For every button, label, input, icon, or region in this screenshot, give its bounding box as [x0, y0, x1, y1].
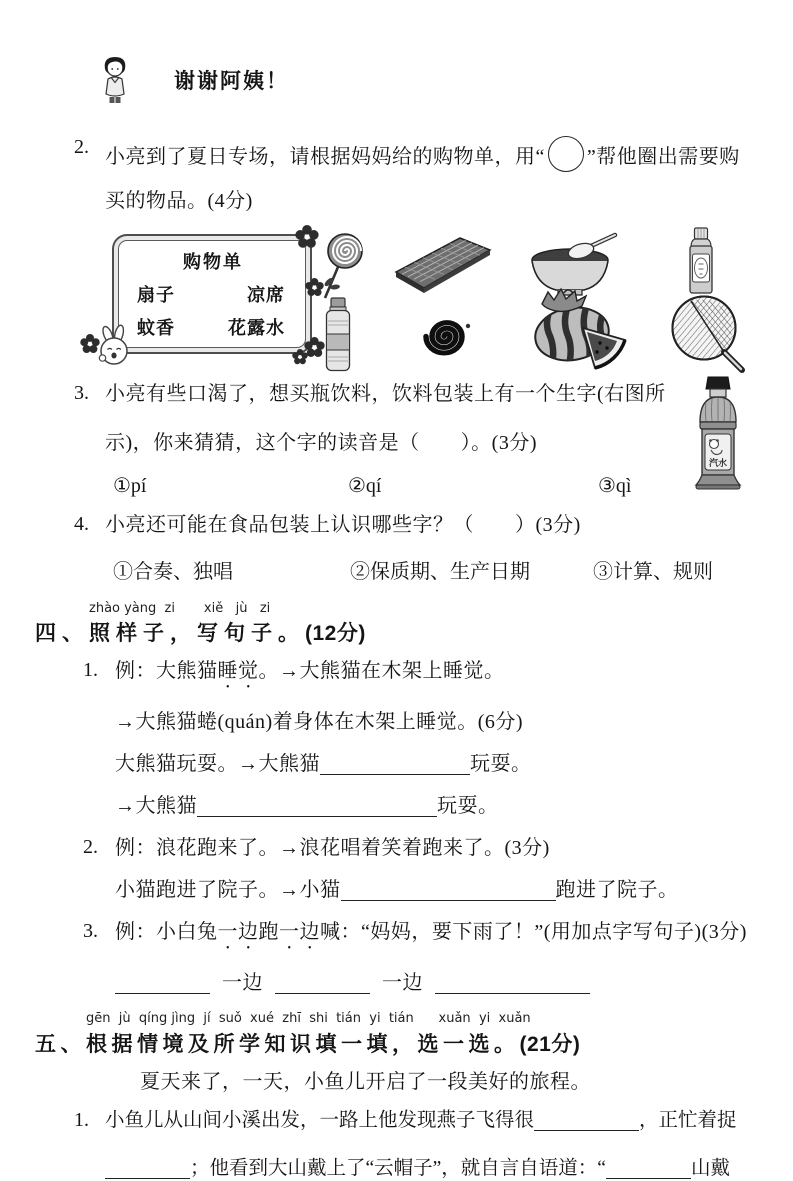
s4-i1-l1b: 。→大熊猫在木架上睡觉。	[258, 660, 505, 683]
q4-text-line1: 小亮还可能在食品包装上认识哪些字？（ ）(3分)	[105, 514, 581, 536]
s5-i1-s3: ；他看到大山戴上了“云帽子”，就自言自语道：“	[190, 1157, 606, 1179]
q3-text-line1: 小亮有些口渴了，想买瓶饮料，饮料包装上有一个生字(右图所	[105, 383, 666, 405]
q4-option-3: ③计算、规则	[593, 561, 713, 583]
q4-option-2: ②保质期、生产日期	[350, 561, 530, 583]
s4-i1-l2: →大熊猫蜷(quán)着身体在木架上睡觉。(6分)	[115, 711, 524, 734]
s4-i2-l1: 例：浪花跑来了。→浪花唱着笑着跑来了。(3分)	[115, 837, 550, 860]
s4-item-2	[0, 836, 793, 903]
answer-blank	[606, 1158, 691, 1179]
list-item-coil: 蚊香	[137, 318, 175, 338]
question-2	[0, 136, 793, 376]
mosquito-coil-icon	[410, 304, 478, 368]
s4-i1-l4b: 玩耍。	[437, 795, 499, 818]
s5-intro: 夏天来了，一天，小鱼儿开启了一段美好的旅程。	[140, 1070, 591, 1093]
s4-i2-l2a: 小猫跑进了院子。→小猫	[115, 879, 341, 902]
s4-i3-dotted-2: 一边	[279, 921, 320, 944]
board-core	[118, 240, 306, 348]
lotion-bottle-icon	[682, 226, 720, 296]
answer-blank	[534, 1109, 639, 1130]
s4-i1-l4a: →大熊猫	[115, 795, 197, 818]
q4-options	[105, 555, 783, 584]
section-5-score: (21分)	[519, 1032, 581, 1056]
s5-item-1-number: 1.	[74, 1108, 89, 1131]
s4-i1-l1-dotted: 睡觉	[217, 660, 259, 683]
q3-options	[105, 473, 783, 498]
section-5-title	[35, 1028, 793, 1058]
s4-i1-l1a: 例：大熊猫	[115, 660, 218, 683]
water-bottle-icon	[320, 296, 356, 374]
s4-i2-l2b: 跑进了院子。	[555, 879, 679, 902]
soda-bottle-icon	[689, 376, 747, 490]
section-4-title	[35, 617, 793, 647]
flower-icon	[295, 225, 319, 249]
q2-number: 2.	[74, 136, 89, 158]
section-5-heading	[0, 1012, 793, 1057]
q4-number: 4.	[74, 513, 89, 535]
s4-i3-l1a: 例：小白兔	[115, 921, 218, 944]
shopping-list-title: 购物单	[183, 252, 243, 272]
dialogue-row	[0, 0, 793, 110]
q2-text-line2: 买的物品。(4分)	[105, 190, 253, 212]
q2-text-1: 小亮到了夏日专场，请根据妈妈给的购物单，用“	[105, 146, 545, 168]
s4-i3-l1c: 喊：“妈妈，要下雨了！”(用加点字写句子)(3分)	[320, 921, 747, 944]
s5-i1-s1: 小鱼儿从山间小溪出发，一路上他发现燕子飞得很	[105, 1109, 535, 1131]
list-item-mat: 凉席	[247, 285, 285, 305]
section-5-title-text: 五、根据情境及所学知识填一填，选一选。	[35, 1032, 520, 1056]
s4-i3-l1b: 跑	[258, 921, 279, 944]
s4-i3-word-1: 一边	[222, 972, 263, 995]
s5-item-1	[0, 1109, 793, 1181]
watermelon-icon	[528, 286, 630, 372]
question-3	[0, 382, 793, 498]
list-item-fan: 扇子	[137, 285, 175, 305]
q3-option-3: ③qì	[598, 475, 632, 497]
s4-i1-l3a: 大熊猫玩耍。→大熊猫	[115, 753, 320, 776]
q3-option-1: ①pí	[113, 475, 147, 497]
answer-blank	[197, 795, 437, 817]
s4-i3-dotted-1: 一边	[217, 921, 259, 944]
answer-blank	[275, 972, 370, 994]
board-frame	[112, 234, 312, 354]
boy-icon	[98, 54, 132, 106]
q3-option-2: ②qí	[348, 475, 382, 497]
speech-text: 谢谢阿姨！	[174, 69, 289, 93]
q3-number: 3.	[74, 382, 89, 404]
s4-item-1-number: 1.	[83, 659, 98, 682]
rabbit-icon	[94, 326, 138, 366]
s4-item-1	[0, 659, 793, 819]
lollipop-icon	[318, 230, 364, 302]
s4-item-3	[0, 920, 793, 996]
q4-option-1: ①合奏、独唱	[113, 561, 233, 583]
soda-label-text: 汽水	[709, 458, 728, 468]
section-4-pinyin: zhào yàng zi xiě jù zi	[89, 601, 271, 616]
product-images-area	[0, 224, 793, 376]
s5-i1-s2: ，正忙着捉	[639, 1109, 737, 1131]
answer-blank	[115, 972, 210, 994]
circle-glyph	[548, 136, 584, 172]
s5-i1-s4: 山戴	[690, 1157, 730, 1179]
section-4-title-text: 四、照样子，写句子。	[35, 622, 305, 646]
s4-i1-l3b: 玩耍。	[470, 753, 532, 776]
list-item-floral-water: 花露水	[228, 318, 285, 338]
q2-text-2: ”帮他圈出需要购	[586, 146, 740, 168]
section-4-score: (12分)	[305, 622, 366, 646]
answer-blank	[320, 753, 470, 775]
answer-blank	[435, 972, 590, 994]
bamboo-mat-icon	[390, 234, 496, 298]
s4-i3-word-2: 一边	[382, 972, 423, 995]
flower-icon	[292, 349, 308, 365]
s4-item-3-number: 3.	[83, 920, 98, 943]
section-5-pinyin: gēn jù qíng jìng jí suǒ xué zhī shi tián yi tián xuǎn yi xuǎn	[86, 1011, 531, 1027]
s4-item-2-number: 2.	[83, 836, 98, 859]
answer-blank	[105, 1158, 190, 1179]
section-4-heading	[0, 602, 793, 647]
answer-blank	[341, 879, 556, 901]
shopping-list-board	[112, 234, 312, 354]
question-4	[0, 513, 793, 584]
round-fan-icon	[668, 294, 748, 374]
q3-text-line2: 示)，你来猜猜，这个字的读音是（ ）。(3分)	[105, 432, 537, 454]
